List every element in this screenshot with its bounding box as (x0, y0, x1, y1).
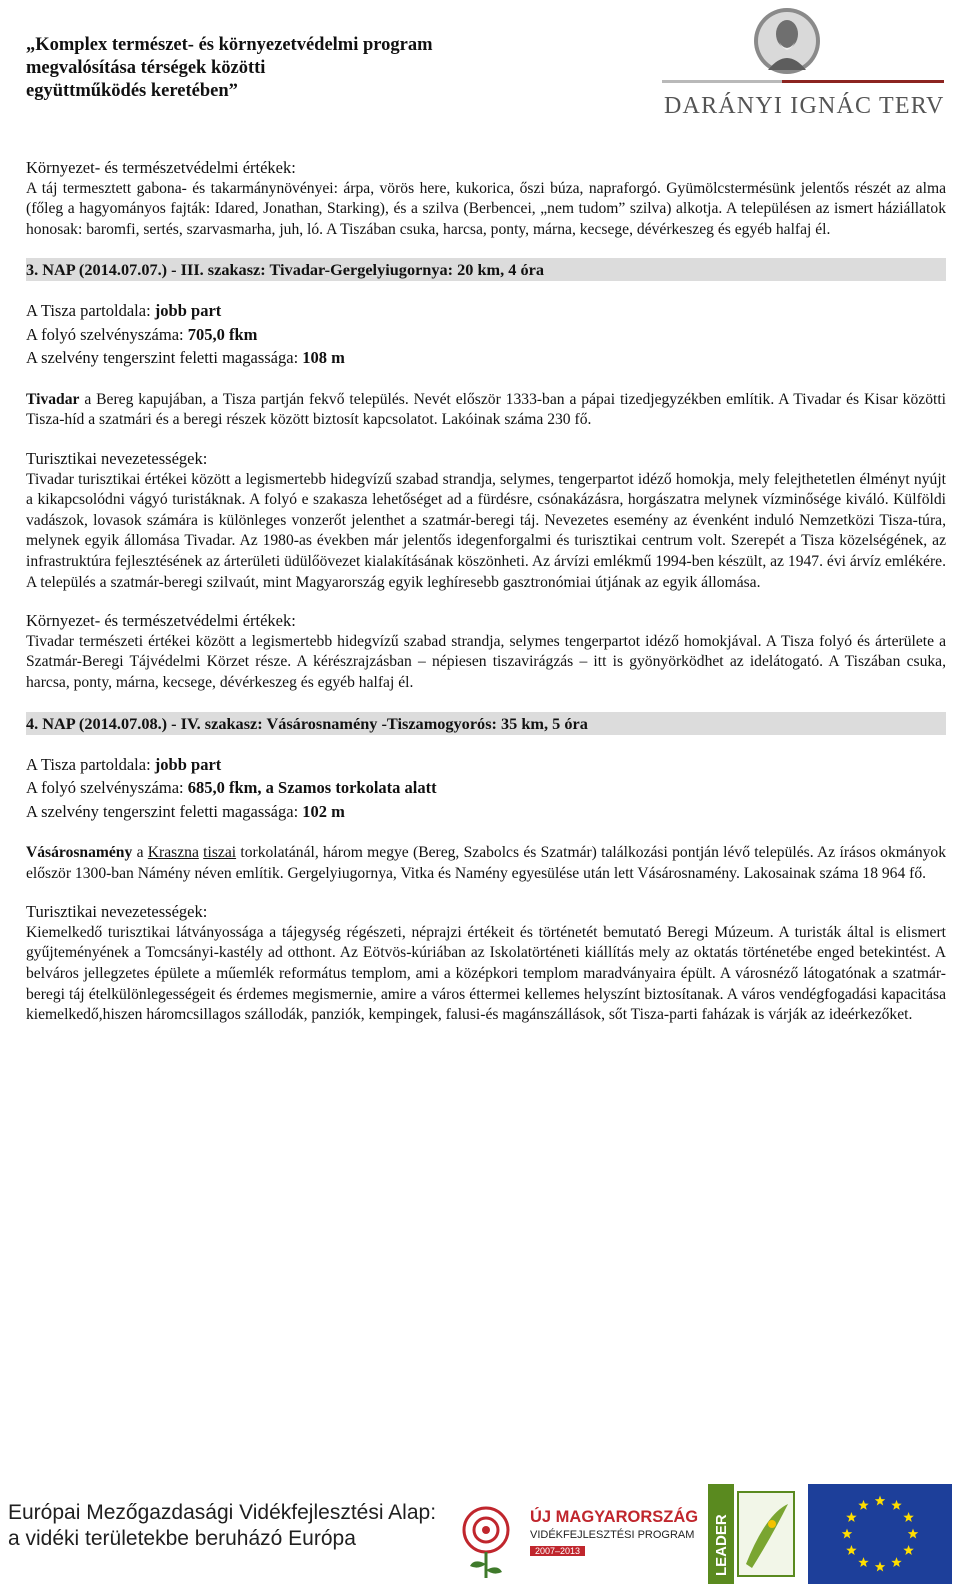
town-text: a Bereg kapujában, a Tisza partján fekvő település. Nevét először 1333-ban a pápai tizedjegyzékben említik. A Tivadar és Kisar közötti Tisza-híd a szatmári és a beregi részek között biztosít kapcsolatot. Lakóinak száma 230 fő. (26, 390, 946, 429)
env-paragraph: A táj termesztett gabona- és takarmánynövényei: árpa, vörös here, kukorica, őszi búza, napraforgó. Gyümölcstermésünk jelentős részét az alma (főleg a hagyományos fajták: Idared, Jonathan, Starking), és a szilva (Berbencei, „nem tudom” szilva) alkotja. A településen az ismert háziállatok honosak: baromfi, sertés, szarvasmarha, juh, ló. A Tiszában csuka, harcsa, ponty, márna, kecsege, dévérkeszeg és egyéb halfaj él. (26, 179, 946, 238)
tiszai-link[interactable]: tiszai (203, 844, 237, 862)
value: jobb part (154, 754, 222, 774)
value: 102 m (302, 801, 345, 821)
label: A szelvény tengerszint feletti magassága: (26, 801, 303, 821)
label: A szelvény tengerszint feletti magassága: (26, 348, 303, 368)
day3-title: 3. NAP (2014.07.07.) - III. szakasz: Tivadar-Gergelyiugornya: 20 km, 4 óra (26, 258, 946, 281)
town-name: Vásárosnamény (26, 844, 133, 862)
program-title-line: megvalósítása térségek közötti (26, 58, 266, 78)
label: A Tisza partoldala: (26, 754, 155, 774)
eu-flag-icon (808, 1484, 952, 1584)
logo-text: DARÁNYI IGNÁC TERV (664, 93, 945, 119)
env-heading: Környezet- és természetvédelmi értékek: (26, 158, 296, 177)
program-title (26, 34, 546, 103)
day4-tour-heading: Turisztikai nevezetességek: (26, 902, 208, 922)
day4-height (26, 800, 946, 824)
value: 108 m (302, 348, 345, 368)
label: A Tisza partoldala: (26, 301, 155, 321)
label: A folyó szelvényszáma: (26, 778, 188, 798)
day3-env-heading: Környezet- és természetvédelmi értékek: (26, 611, 296, 631)
town-text: torkolatánál, három megye (Bereg, Szabolcs és Szatmár) találkozási pontján lévő település. Az írásos okmányok először 1300-ban Námény néven említik. Gergelyiugornya, Vitka és Namény egyesülése után lett Vásárosnamény. Lakosainak száma 18 964 fő. (26, 844, 947, 882)
day3-town-paragraph (26, 390, 946, 431)
day3-height (26, 346, 946, 370)
main-content (26, 158, 946, 1026)
logo-divider (662, 80, 944, 83)
town-name: Tivadar (26, 390, 80, 408)
day3-side (26, 299, 946, 323)
uj-magyarorszag-logo (530, 1508, 720, 1559)
daranyi-portrait-icon (752, 6, 822, 76)
day4-side (26, 753, 946, 777)
eu-fund-line: Európai Mezőgazdasági Vidékfejlesztési Alap: (8, 1501, 437, 1524)
day4-town-paragraph: Vásárosnamény a Kraszna tiszai torkolatánál, három megye (Bereg, Szabolcs és Szatmár) találkozási pontján lévő település. Az írásos okmányok először 1300-ban Námény néven említik. Gergelyiugornya, Vitka és Namény egyesülése után lett Vásárosnamény. Lakosainak száma 18 964 fő. (26, 844, 947, 882)
day3-tour-heading: Turisztikai nevezetességek: (26, 449, 208, 469)
label: A folyó szelvényszáma: (26, 324, 188, 344)
ujm-years: 2007–2013 (530, 1546, 585, 1556)
kraszna-link[interactable]: Kraszna (147, 844, 199, 862)
program-title-line: „Komplex természet- és környezetvédelmi program (26, 35, 433, 55)
value: 705,0 fkm (187, 324, 258, 344)
program-title-line: együttműködés keretében” (26, 81, 238, 101)
value: 685,0 fkm, a Szamos torkolata alatt (187, 778, 437, 798)
ujm-title: ÚJ MAGYARORSZÁG (530, 1508, 699, 1526)
leader-text: LEADER (713, 1514, 730, 1576)
day4-tour-paragraph: Kiemelkedő turisztikai látványossága a tájegység régészeti, néprajzi értékeit és történetét bemutató Beregi Múzeum. A turisták által is elismert gyűjteményének a Tomcsányi-kastély ad otthont. Az Eötvös-kúriában az Iskolatörténeti kiállítás mely az oktatás történetébe enged betekintést. A belváros jellegzetes épülete a műemlék református templom, ami a középkori templom maradványaira épült. A városnéző látogatónak a szatmár-beregi táj ételkülönlegességeit és érdemes megismernie, amire a város éttermei kellemes helyszínt biztosítanak. A város vendégfogadási kapacitása kiemelkedő,hiszen háromcsillagos szállodák, panziók, kempingek, falusi-és magánszállások, sőt Tisza-parti faházak is várják az ideérkezőket. (26, 923, 946, 1024)
leader-logo-icon (708, 1484, 798, 1584)
rose-logo-icon (452, 1492, 520, 1582)
eu-fund-text (8, 1500, 438, 1552)
day3-env-paragraph: Tivadar természeti értékei között a legismertebb hidegvízű szabad strandja, selymes tengerpartot idéző homokjával. A Tisza folyó és árterülete a Szatmár-Beregi Tájvédelmi Körzet része. A kérészrajzásban – népiesen tiszavirágzás – itt is gyönyörködhet az idelátogató. A Tiszában csuka, harcsa, ponty, márna, kecsege, dévérkeszeg és egyéb halfaj él. (26, 632, 946, 691)
day4-section (26, 776, 946, 800)
day4-title: 4. NAP (2014.07.08.) - IV. szakasz: Vásárosnamény -Tiszamogyorós: 35 km, 5 óra (26, 712, 946, 735)
ujm-subtitle: VIDÉKFEJLESZTÉSI PROGRAM (530, 1529, 695, 1541)
day3-tour-paragraph: Tivadar turisztikai értékei között a legismertebb hidegvízű szabad strandja, selymes, tengerpartot idéző homokja, mely felejthetetlen élményt nyújt a kikapcsolódni vágyó turistáknak. A folyó e szakasza lehetőséget ad a fürdésre, csónakázásra, horgászatra melynek vízminősége kiváló. Külföldi vadászok, lovasok számára is különleges vonzerőt jelenthet a szatmár-beregi táj. Nevezetes esemény az évenként induló Nemzetközi Tisza-túra, melynek egyik állomása Tivadar. Az 1980-as években már jelentős idegenforgalmi és turisztikai centrum volt. Szerepét a Tisza közelségének, az infrastruktúra fejlesztésének az árterületi üdülőövezet kialakításának köszönheti. Az árvízi emlékmű 1994-ben készült, az 1947. évi árvíz emlékére. A település a szatmár-beregi szilvaút, mint Magyarország egyik leghíresebb gasztronómiai útjának az egyik állomása. (26, 470, 946, 591)
eu-fund-line: a vidéki területekbe beruházó Európa (8, 1527, 356, 1550)
day3-section (26, 323, 946, 347)
value: jobb part (154, 301, 222, 321)
